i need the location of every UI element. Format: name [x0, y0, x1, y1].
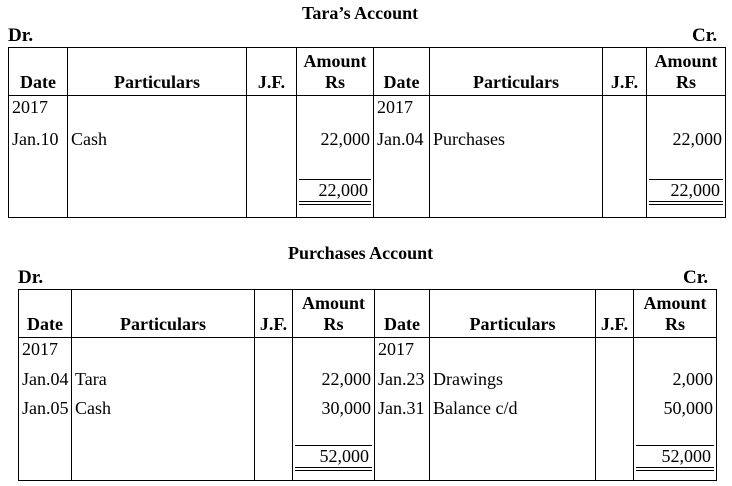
tara-cr-particulars-header: Particulars — [430, 48, 603, 96]
tara-dr-date: Jan.10 — [9, 128, 68, 160]
purchases-dr-date-header: Date — [19, 290, 72, 338]
purchases-dr-particulars: Tara — [72, 368, 255, 398]
table-row — [19, 338, 717, 368]
tara-dr-year: 2017 — [9, 96, 68, 128]
tara-cr-year: 2017 — [374, 96, 430, 128]
purchases-dr-amount-header: Amount Rs — [293, 290, 375, 338]
purchases-cr-particulars: Drawings — [430, 368, 596, 398]
purchases-dr-jf — [255, 397, 293, 427]
tara-cr-date: Jan.04 — [374, 128, 430, 160]
tara-cr-amount-header: Amount Rs — [647, 48, 726, 96]
purchases-dr-amount: 30,000 — [293, 397, 375, 427]
tara-dr-jf — [247, 128, 297, 160]
purchases-dr-particulars-header: Particulars — [72, 290, 255, 338]
purchases-cr-particulars-header: Particulars — [430, 290, 596, 338]
purchases-dr-total: 52,000 — [295, 445, 372, 471]
table-row — [9, 128, 726, 160]
tara-cr-label: Cr. — [692, 25, 718, 46]
purchases-cr-label: Cr. — [683, 267, 709, 288]
purchases-cr-jf — [596, 397, 634, 427]
purchases-cr-total: 52,000 — [636, 445, 714, 471]
tara-dr-jf-header: J.F. — [247, 48, 297, 96]
tara-dr-label: Dr. — [8, 25, 34, 46]
purchases-dr-label: Dr. — [18, 267, 44, 288]
tara-cr-jf — [603, 128, 647, 160]
purchases-cr-date-header: Date — [375, 290, 430, 338]
table-row — [9, 96, 726, 128]
purchases-cr-jf-header: J.F. — [596, 290, 634, 338]
purchases-dr-amount: 22,000 — [293, 368, 375, 398]
tara-dr-total: 22,000 — [299, 179, 371, 205]
table-row — [19, 445, 717, 480]
tara-dr-amount: 22,000 — [297, 128, 374, 160]
purchases-dr-date: Jan.04 — [19, 368, 72, 398]
purchases-cr-date: Jan.31 — [375, 397, 430, 427]
purchases-dr-jf — [255, 368, 293, 398]
purchases-cr-particulars: Balance c/d — [430, 397, 596, 427]
table-row — [19, 368, 717, 398]
tara-dr-amount-header: Amount Rs — [297, 48, 374, 96]
tara-dr-particulars: Cash — [68, 128, 247, 160]
purchases-cr-jf — [596, 368, 634, 398]
tara-cr-date-header: Date — [374, 48, 430, 96]
purchases-ledger-table — [18, 289, 717, 481]
tara-cr-particulars: Purchases — [430, 128, 603, 160]
purchases-cr-amount: 2,000 — [634, 368, 717, 398]
tara-dr-particulars-header: Particulars — [68, 48, 247, 96]
tara-ledger-table — [8, 47, 726, 218]
table-row — [9, 179, 726, 216]
purchases-dr-particulars: Cash — [72, 397, 255, 427]
tara-account-title: Tara’s Account — [302, 3, 419, 23]
purchases-dr-jf-header: J.F. — [255, 290, 293, 338]
table-row — [19, 397, 717, 427]
purchases-dr-year: 2017 — [19, 338, 72, 368]
tara-cr-total: 22,000 — [649, 179, 723, 205]
purchases-dr-date: Jan.05 — [19, 397, 72, 427]
purchases-cr-amount-header: Amount Rs — [634, 290, 717, 338]
tara-cr-amount: 22,000 — [647, 128, 726, 160]
tara-cr-jf-header: J.F. — [603, 48, 647, 96]
purchases-account-title: Purchases Account — [288, 243, 434, 263]
purchases-cr-amount: 50,000 — [634, 397, 717, 427]
tara-dr-date-header: Date — [9, 48, 68, 96]
purchases-cr-year: 2017 — [375, 338, 430, 368]
purchases-cr-date: Jan.23 — [375, 368, 430, 398]
